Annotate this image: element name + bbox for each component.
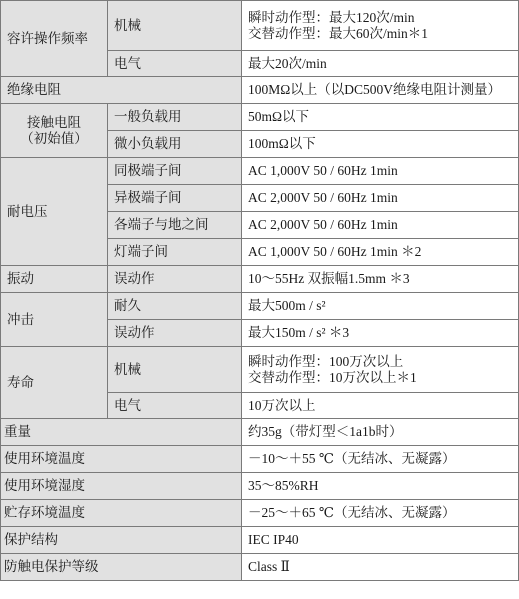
op-humidity-value: 35～85%RH (242, 473, 519, 500)
storage-temp-label: 贮存环境温度 (1, 500, 242, 527)
freq-label: 容许操作频率 (1, 1, 108, 77)
table-row (1, 77, 519, 104)
table-row (1, 293, 519, 320)
shock-malfunction-label: 误动作 (108, 320, 242, 347)
freq-mech-value (242, 1, 519, 51)
contact-micro-value: 100mΩ以下 (242, 131, 519, 158)
protection-label: 保护结构 (1, 527, 242, 554)
voltage-diff-pole-label: 异极端子间 (108, 185, 242, 212)
contact-label (1, 104, 108, 158)
freq-mech-label: 机械 (108, 1, 242, 51)
table-row (1, 266, 519, 293)
life-mech-label: 机械 (108, 347, 242, 393)
voltage-diff-pole-value: AC 2,000V 50 / 60Hz 1min (242, 185, 519, 212)
insulation-label: 绝缘电阻 (1, 77, 242, 104)
table-row (1, 446, 519, 473)
table-row (1, 554, 519, 581)
freq-mech-line2: 交替动作型：最大60次/min＊1 (248, 25, 429, 41)
vibration-value: 10～55Hz 双振幅1.5mm ＊3 (242, 266, 519, 293)
life-elec-label: 电气 (108, 393, 242, 419)
life-mech-line1: 瞬时动作型：100万次以上 (248, 353, 404, 369)
table-row (1, 347, 519, 393)
vibration-sub-label: 误动作 (108, 266, 242, 293)
life-label: 寿命 (1, 347, 108, 419)
shock-protection-label: 防触电保护等级 (1, 554, 242, 581)
op-temp-value: －10～＋55 ℃（无结冰、无凝露） (242, 446, 519, 473)
voltage-same-pole-label: 同极端子间 (108, 158, 242, 185)
op-temp-label: 使用环境温度 (1, 446, 242, 473)
table-row (1, 419, 519, 446)
table-row (1, 104, 519, 131)
shock-durability-label: 耐久 (108, 293, 242, 320)
contact-general-value: 50mΩ以下 (242, 104, 519, 131)
contact-micro-label: 微小负载用 (108, 131, 242, 158)
shock-malfunction-value: 最大150m / s² ＊3 (242, 320, 519, 347)
life-mech-line2: 交替动作型：10万次以上＊1 (248, 369, 417, 385)
voltage-lamp-label: 灯端子间 (108, 239, 242, 266)
weight-label: 重量 (1, 419, 242, 446)
table-row (1, 527, 519, 554)
voltage-lamp-value: AC 1,000V 50 / 60Hz 1min ＊2 (242, 239, 519, 266)
weight-value: 约35g（带灯型＜1a1b时） (242, 419, 519, 446)
table-row (1, 500, 519, 527)
protection-value: IEC IP40 (242, 527, 519, 554)
shock-label: 冲击 (1, 293, 108, 347)
vibration-label: 振动 (1, 266, 108, 293)
insulation-value: 100MΩ以上（以DC500V绝缘电阻计测量） (242, 77, 519, 104)
shock-protection-value: Class Ⅱ (242, 554, 519, 581)
voltage-same-pole-value: AC 1,000V 50 / 60Hz 1min (242, 158, 519, 185)
contact-label-line1: 接触电阻 (27, 114, 81, 131)
freq-elec-value: 最大20次/min (242, 51, 519, 77)
life-elec-value: 10万次以上 (242, 393, 519, 419)
contact-label-line2: （初始值） (20, 130, 88, 147)
freq-mech-line1: 瞬时动作型：最大120次/min (248, 9, 415, 25)
table-row (1, 1, 519, 51)
table-row (1, 473, 519, 500)
shock-durability-value: 最大500m / s² (242, 293, 519, 320)
table-row (1, 158, 519, 185)
voltage-terminal-ground-label: 各端子与地之间 (108, 212, 242, 239)
op-humidity-label: 使用环境湿度 (1, 473, 242, 500)
life-mech-value (242, 347, 519, 393)
freq-elec-label: 电气 (108, 51, 242, 77)
storage-temp-value: －25～＋65 ℃（无结冰、无凝露） (242, 500, 519, 527)
voltage-label: 耐电压 (1, 158, 108, 266)
contact-general-label: 一般负载用 (108, 104, 242, 131)
voltage-terminal-ground-value: AC 2,000V 50 / 60Hz 1min (242, 212, 519, 239)
